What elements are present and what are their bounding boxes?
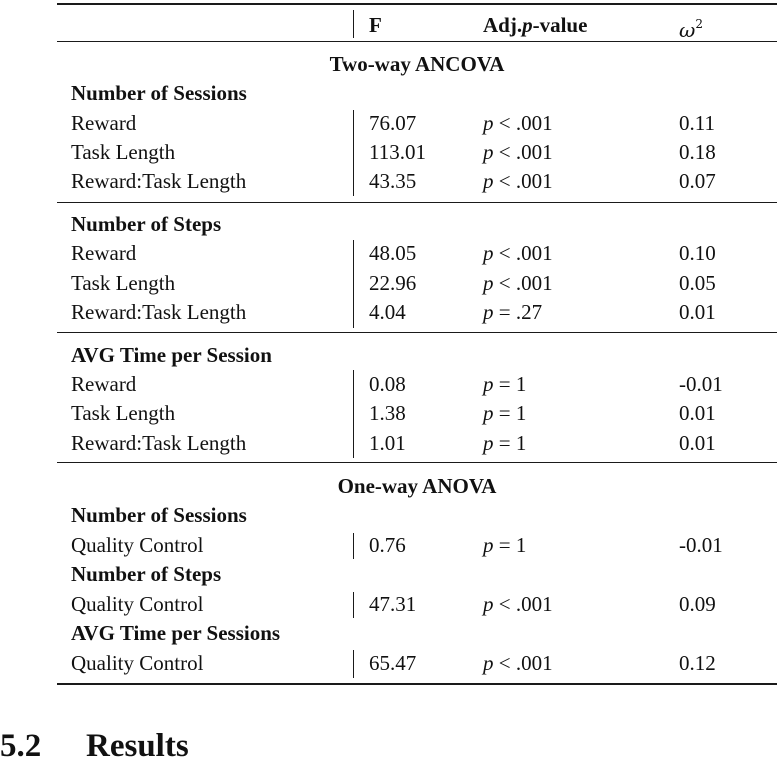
omega-cell: 0.01 <box>679 401 716 425</box>
section-number: 5.2 <box>0 728 42 764</box>
section-heading <box>0 728 189 764</box>
group-divider <box>57 332 777 333</box>
p-cell: p = 1 <box>483 533 527 557</box>
p-cell: p < .001 <box>483 592 553 616</box>
omega-cell: 0.18 <box>679 140 716 164</box>
f-cell: 22.96 <box>369 271 417 295</box>
group-label: Number of Steps <box>71 212 222 236</box>
column-separator <box>353 533 354 559</box>
omega-cell: 0.11 <box>679 111 715 135</box>
factor-cell: Quality Control <box>71 592 204 616</box>
table-bottom-rule <box>57 683 777 685</box>
f-cell: 47.31 <box>369 592 417 616</box>
f-cell: 76.07 <box>369 111 417 135</box>
omega-cell: 0.12 <box>679 651 716 675</box>
p-cell: p < .001 <box>483 140 553 164</box>
f-cell: 113.01 <box>369 140 426 164</box>
header-rule <box>57 41 777 42</box>
factor-cell: Quality Control <box>71 651 204 675</box>
group-label: AVG Time per Session <box>71 343 272 367</box>
group-label: AVG Time per Sessions <box>71 621 281 645</box>
f-cell: 43.35 <box>369 169 417 193</box>
f-cell: 1.38 <box>369 401 406 425</box>
table-top-rule <box>57 3 777 5</box>
factor-cell: Task Length <box>71 401 176 425</box>
p-cell: p < .001 <box>483 241 553 265</box>
p-cell: p < .001 <box>483 169 553 193</box>
p-cell: p < .001 <box>483 271 553 295</box>
factor-cell: Reward:Task Length <box>71 300 247 324</box>
header-f: F <box>369 13 382 37</box>
factor-cell: Reward <box>71 372 137 396</box>
factor-cell: Task Length <box>71 140 176 164</box>
omega-cell: 0.09 <box>679 592 716 616</box>
f-cell: 48.05 <box>369 241 417 265</box>
two-way-title: Two-way ANCOVA <box>329 52 505 76</box>
header-omega-squared: $\omega^2$ <box>679 17 703 42</box>
omega-cell: -0.01 <box>679 372 723 396</box>
header-adj-p-value: Adj.p-value <box>483 13 588 37</box>
p-cell: p = .27 <box>483 300 543 324</box>
factor-cell: Reward:Task Length <box>71 169 247 193</box>
omega-cell: 0.10 <box>679 241 716 265</box>
f-cell: 4.04 <box>369 300 406 324</box>
f-cell: 1.01 <box>369 431 406 455</box>
omega-cell: -0.01 <box>679 533 723 557</box>
omega-cell: 0.01 <box>679 431 716 455</box>
section-title: Results <box>86 728 189 764</box>
omega-cell: 0.07 <box>679 169 716 193</box>
column-separator <box>353 110 354 196</box>
group-divider <box>57 202 777 203</box>
omega-cell: 0.05 <box>679 271 716 295</box>
omega-cell: 0.01 <box>679 300 716 324</box>
p-cell: p = 1 <box>483 372 527 396</box>
factor-cell: Reward <box>71 111 137 135</box>
section-divider <box>57 462 777 463</box>
group-label: Number of Sessions <box>71 503 247 527</box>
column-separator <box>353 650 354 678</box>
f-cell: 65.47 <box>369 651 417 675</box>
p-cell: p = 1 <box>483 401 527 425</box>
factor-cell: Reward <box>71 241 137 265</box>
factor-cell: Reward:Task Length <box>71 431 247 455</box>
column-separator <box>353 370 354 458</box>
p-cell: p < .001 <box>483 651 553 675</box>
column-separator <box>353 592 354 618</box>
f-cell: 0.76 <box>369 533 406 557</box>
factor-cell: Quality Control <box>71 533 204 557</box>
f-cell: 0.08 <box>369 372 406 396</box>
column-separator <box>353 10 354 38</box>
p-cell: p = 1 <box>483 431 527 455</box>
column-separator <box>353 240 354 328</box>
p-cell: p < .001 <box>483 111 553 135</box>
factor-cell: Task Length <box>71 271 176 295</box>
group-label: Number of Sessions <box>71 81 247 105</box>
one-way-title: One-way ANOVA <box>337 474 497 498</box>
group-label: Number of Steps <box>71 562 222 586</box>
